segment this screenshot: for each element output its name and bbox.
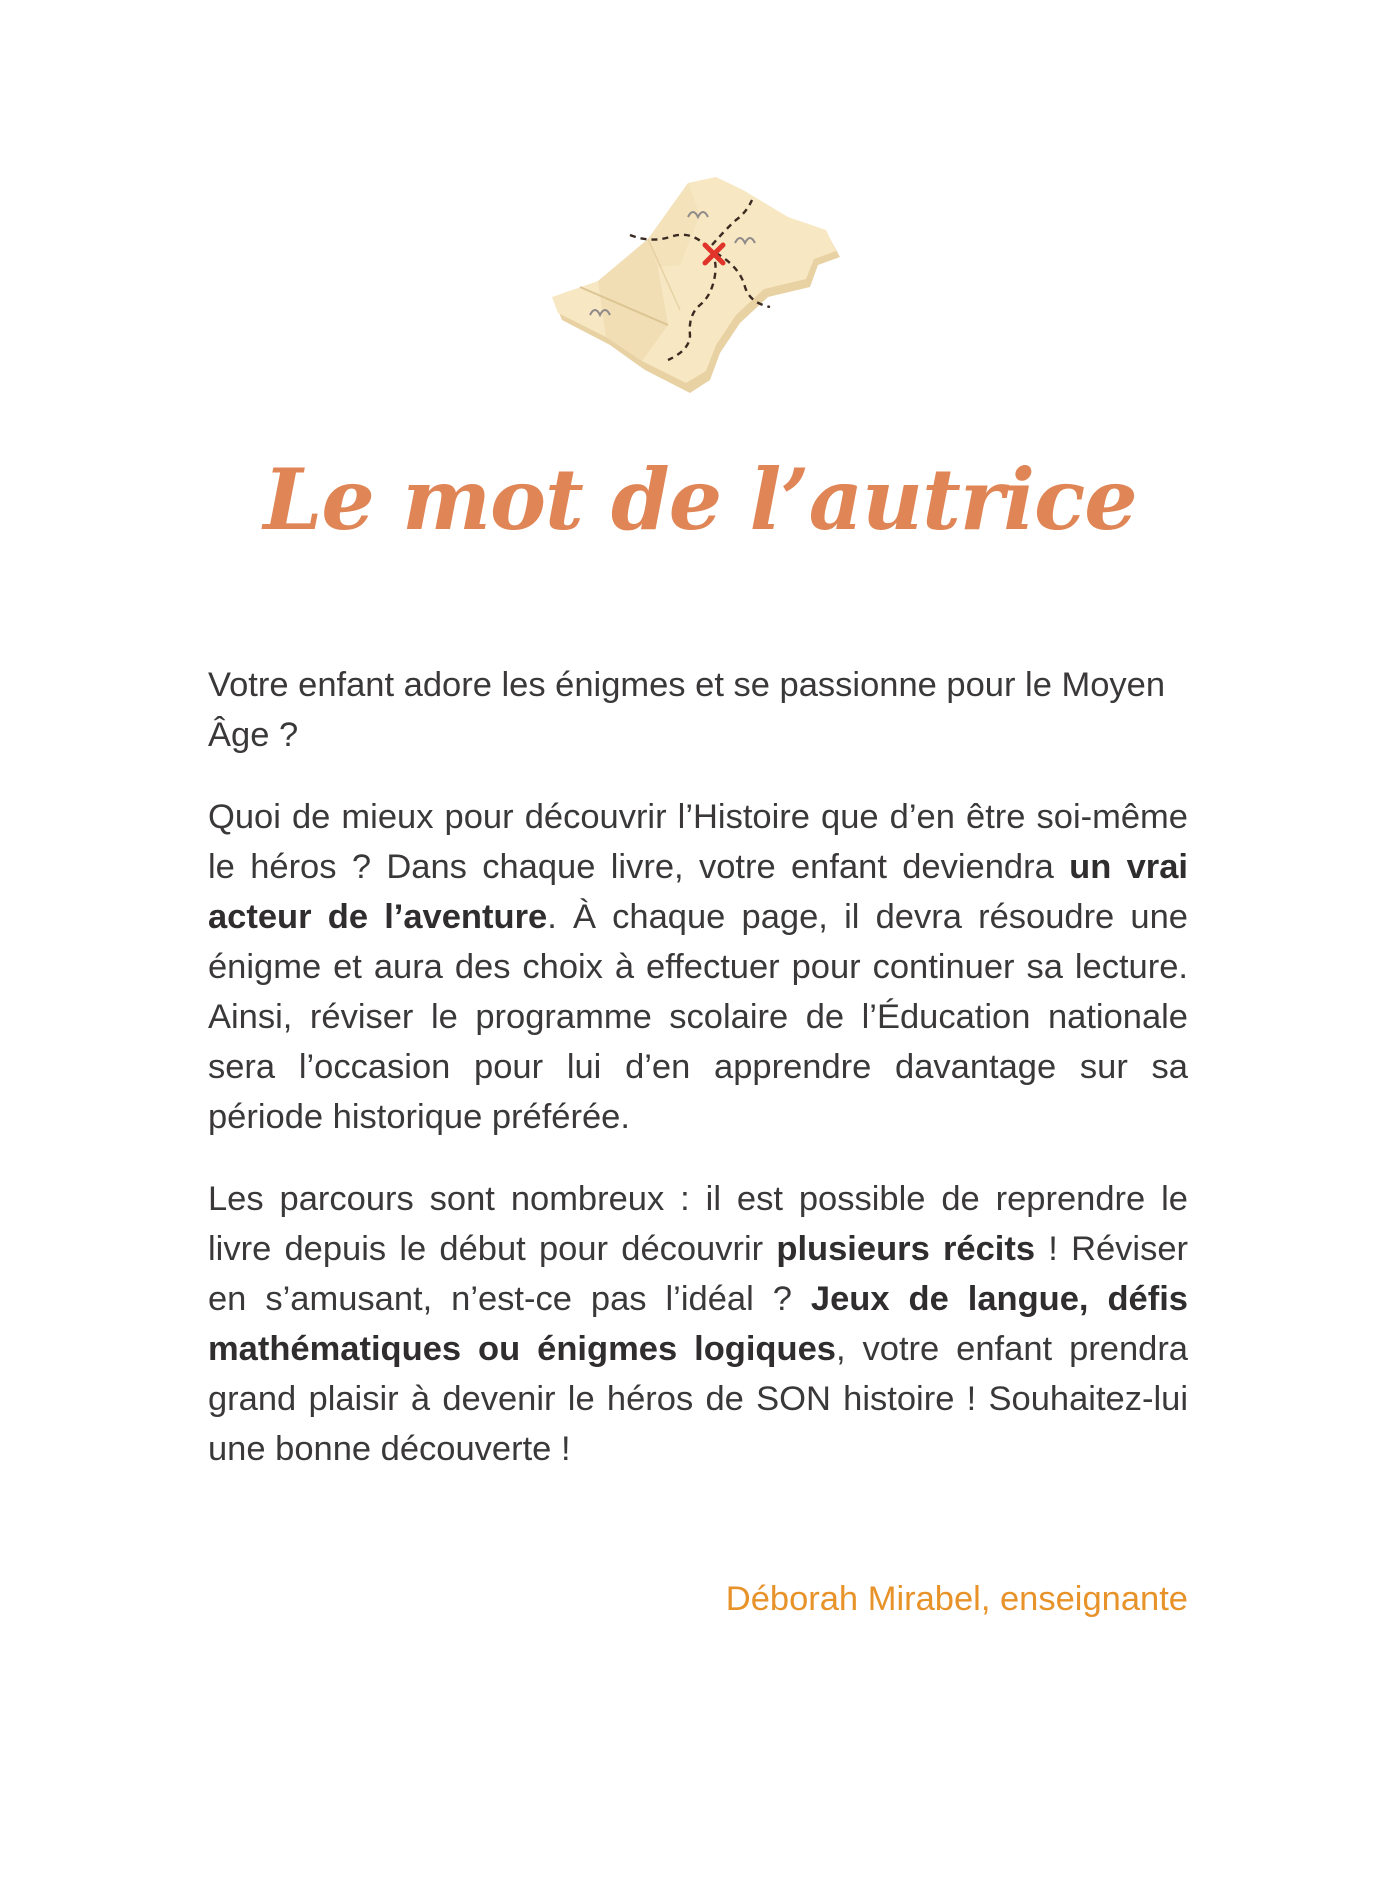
p2-text-e: , votre enfant prendra grand plaisir à devenir le héros de SON histoire ! Souhaitez-lui une bonne découverte !: [208, 1330, 1188, 1468]
p2-text-a: Les parcours sont nombreux : il est possible de reprendre le livre depuis le début pour découvrir: [208, 1180, 1188, 1268]
p2-highlight-1: plusieurs récits: [776, 1230, 1036, 1268]
p1-text-c: . À chaque page, il devra résoudre une énigme et aura des choix à effectuer pour continuer sa lecture. Ainsi, réviser le programme scolaire de l’Éducation nationale sera l’occasion pour lui d’en apprendre davantage sur sa période historique préférée.: [208, 898, 1188, 1136]
author-signature: Déborah Mirabel, enseignante: [725, 1580, 1188, 1618]
body-text: [208, 660, 1188, 1506]
treasure-map-icon: [540, 175, 860, 405]
intro-paragraph: [208, 660, 1188, 760]
p1-text-a: Quoi de mieux pour découvrir l’Histoire que d’en être soi-même le héros ? Dans chaque livre, votre enfant deviendra: [208, 798, 1188, 886]
intro-text: Votre enfant adore les énigmes et se passionne pour le Moyen Âge ?: [208, 666, 1166, 754]
p2-highlight-2: Jeux de langue, défis mathématiques ou énigmes logiques: [208, 1280, 1188, 1368]
paragraph-1: [208, 792, 1188, 1142]
page-title: Le mot de l’autrice: [263, 450, 1137, 549]
p1-highlight: un vrai acteur de l’aventure: [208, 848, 1188, 936]
p2-text-c: ! Réviser en s’amusant, n’est-ce pas l’idéal ?: [208, 1230, 1189, 1318]
paragraph-2: [208, 1174, 1188, 1474]
